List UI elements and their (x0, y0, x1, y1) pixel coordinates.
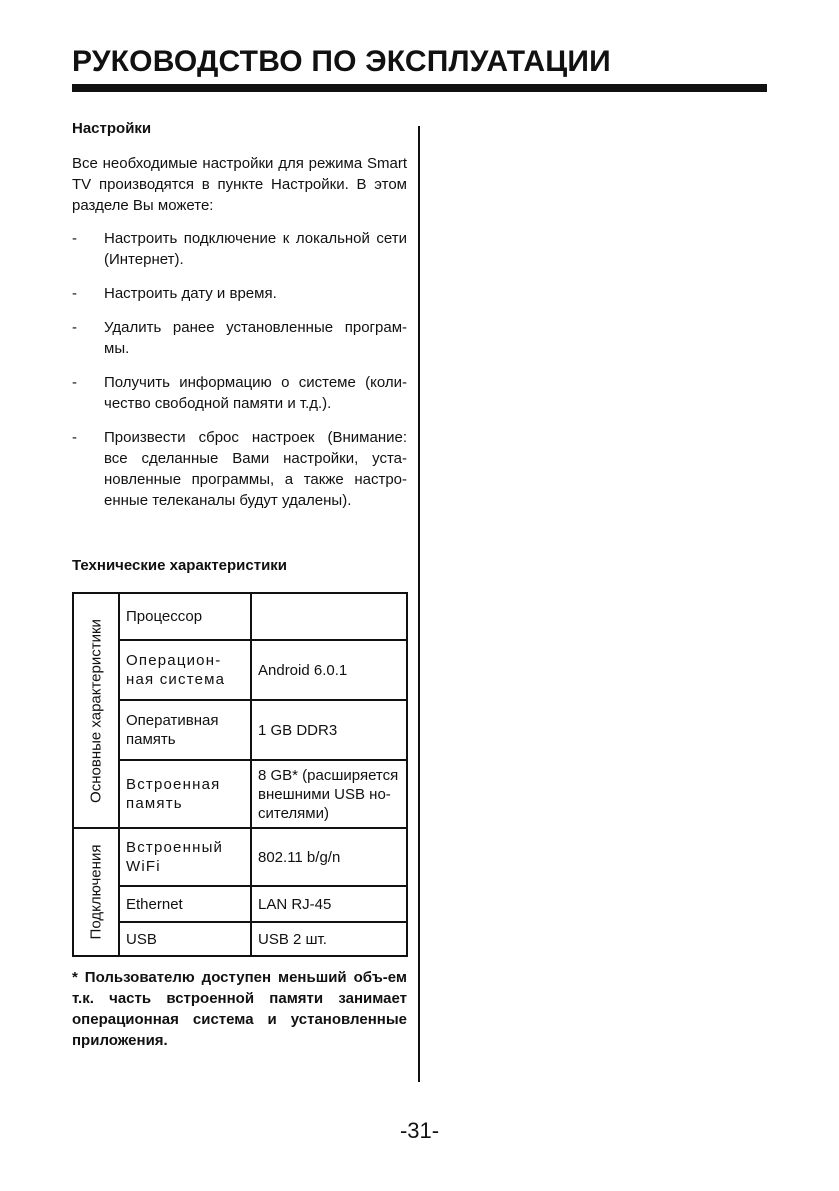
group-main-label: Основные характеристики (87, 618, 105, 803)
list-item-text: Удалить ранее установленные програм-мы. (104, 319, 407, 357)
list-item-text: Произвести сброс настроек (Внимание: все сделанные Вами настройки, уста-новленные программы, а также настро-енные телеканалы будут удалены). (104, 429, 407, 509)
list-item (72, 228, 407, 270)
list-item (72, 317, 407, 359)
spec-value (251, 593, 407, 640)
list-item-text: Настроить дату и время. (104, 285, 277, 302)
header-divider (72, 84, 767, 92)
page-number: -31- (399, 1118, 440, 1143)
table-row (73, 922, 407, 956)
spec-name: Операцион-ная система (119, 640, 251, 700)
column-divider (418, 126, 420, 1082)
dash-marker: - (72, 230, 77, 247)
specs-heading: Технические характеристики (72, 557, 288, 574)
dash-marker: - (72, 319, 77, 336)
spec-value: 8 GB* (расширяется внешними USB но-сителями) (251, 760, 407, 828)
settings-heading: Настройки (72, 120, 152, 137)
settings-intro: Все необходимые настройки для режима Smart TV производятся в пункте Настройки. В этом разделе Вы можете: (72, 155, 407, 214)
list-item-text: Получить информацию о системе (коли-чество свободной памяти и т.д.). (104, 374, 407, 412)
dash-marker: - (72, 374, 77, 391)
table-row (73, 886, 407, 922)
spec-value: 1 GB DDR3 (251, 700, 407, 760)
spec-name: Ethernet (119, 886, 251, 922)
table-row (73, 760, 407, 828)
list-item-text: Настроить подключение к локальной сети (Интернет). (104, 230, 407, 268)
spec-name: Процессор (119, 593, 251, 640)
table-row (73, 828, 407, 886)
dash-marker: - (72, 429, 77, 446)
table-row (73, 593, 407, 640)
spec-name: Встроенная память (119, 760, 251, 828)
spec-value: Android 6.0.1 (251, 640, 407, 700)
spec-value: 802.11 b/g/n (251, 828, 407, 886)
spec-value: USB 2 шт. (251, 922, 407, 956)
settings-list (72, 228, 407, 511)
page-title: РУКОВОДСТВО ПО ЭКСПЛУАТАЦИИ (72, 45, 611, 78)
specs-footnote: * Пользователю доступен меньший объ-ем т.к. часть встроенной памяти занимает операционная система и установленные приложения. (72, 969, 407, 1049)
spec-name: USB (119, 922, 251, 956)
left-column (72, 118, 407, 1051)
specs-table (72, 592, 408, 957)
group-main-cell (73, 593, 119, 828)
list-item (72, 283, 407, 304)
spec-name: Встроенный WiFi (119, 828, 251, 886)
group-connect-cell (73, 828, 119, 956)
spec-name: Оперативная память (119, 700, 251, 760)
list-item (72, 427, 407, 511)
table-row (73, 700, 407, 760)
spec-value: LAN RJ-45 (251, 886, 407, 922)
table-row (73, 640, 407, 700)
group-connect-label: Подключения (87, 844, 105, 940)
dash-marker: - (72, 285, 77, 302)
list-item (72, 372, 407, 414)
